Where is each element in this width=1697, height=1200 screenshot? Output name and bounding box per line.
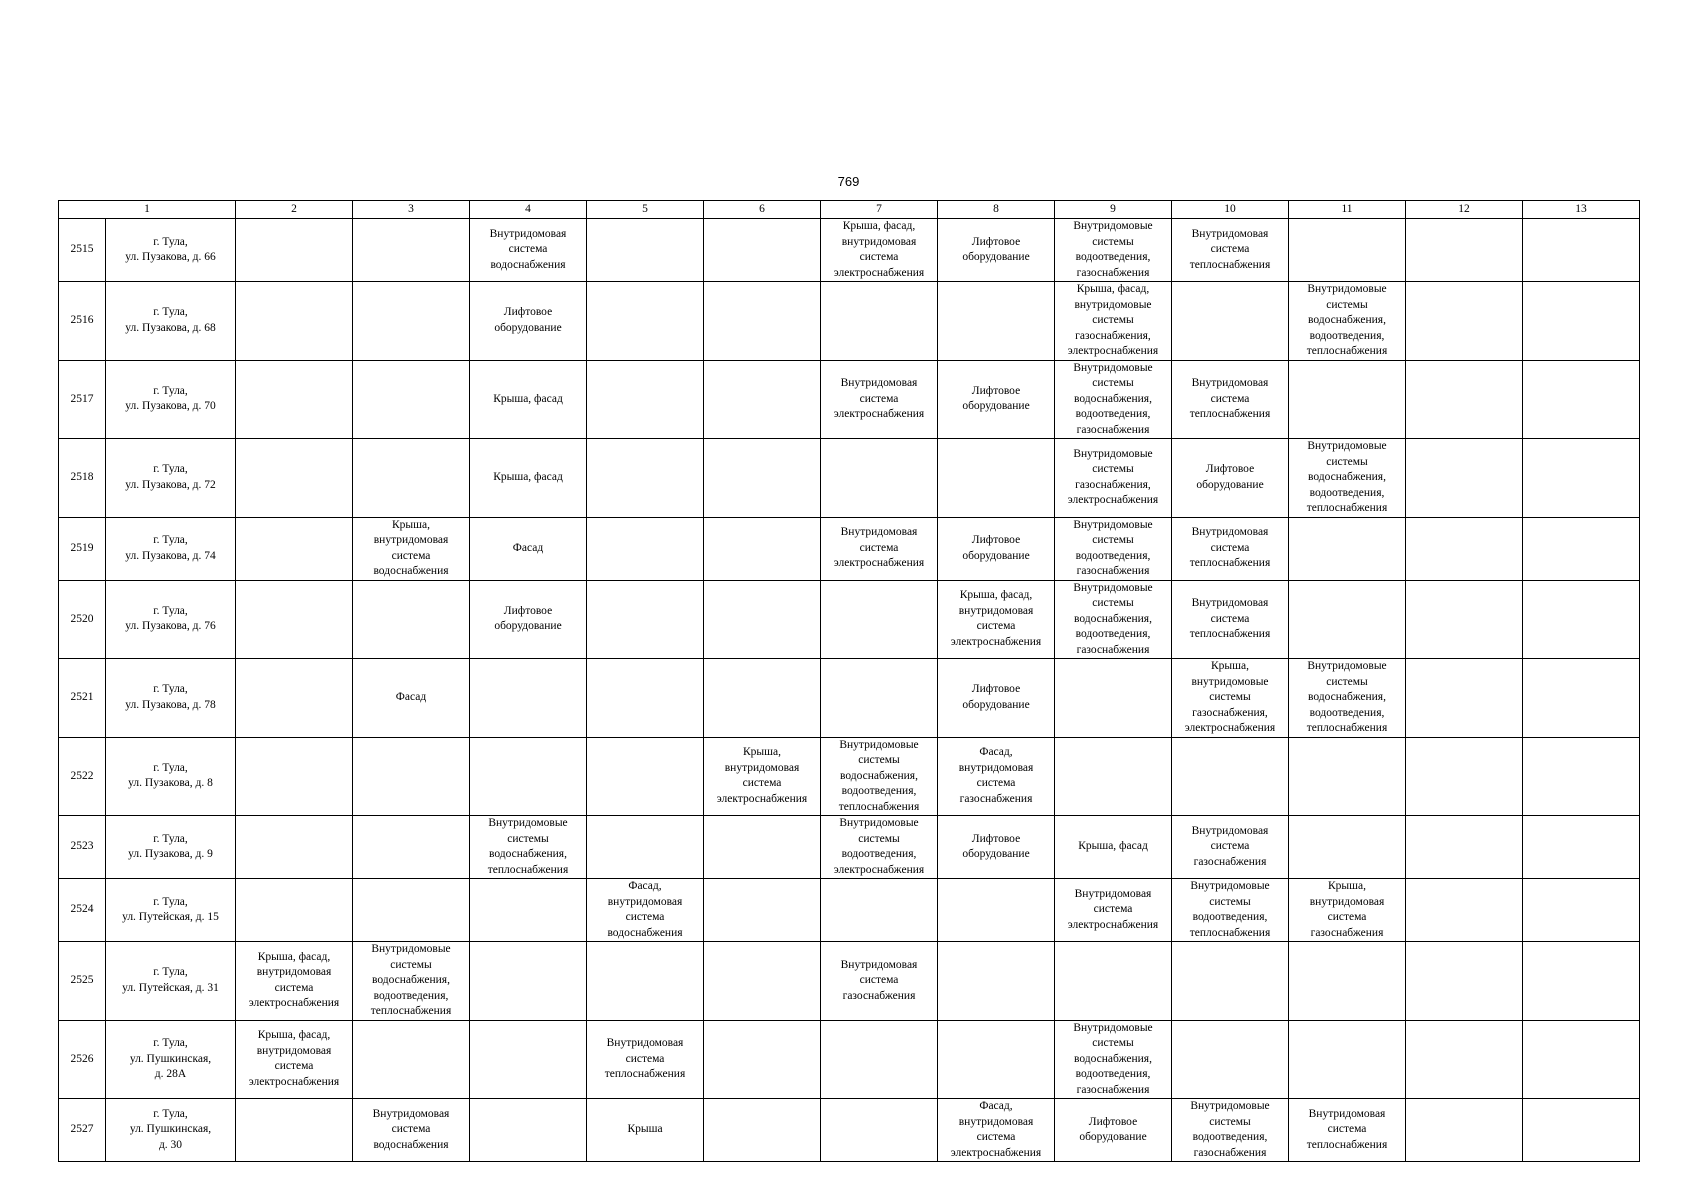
work-cell-col-5 (587, 816, 704, 879)
address-cell: г. Тула, ул. Пузакова, д. 68 (106, 282, 236, 361)
row-number-cell: 2516 (59, 282, 106, 361)
address-cell: г. Тула, ул. Пузакова, д. 72 (106, 439, 236, 518)
work-cell-col-10: Лифтовое оборудование (1172, 439, 1289, 518)
work-cell-col-10 (1172, 737, 1289, 816)
work-cell-col-8: Лифтовое оборудование (938, 360, 1055, 439)
work-cell-col-11 (1289, 942, 1406, 1021)
work-cell-col-9: Внутридомовая система электроснабжения (1055, 879, 1172, 942)
work-cell-col-7 (821, 659, 938, 738)
work-cell-col-10: Внутридомовая система теплоснабжения (1172, 580, 1289, 659)
work-cell-col-12 (1406, 580, 1523, 659)
work-cell-col-7: Внутридомовые системы водоотведения, электроснабжения (821, 816, 938, 879)
work-cell-col-13 (1523, 219, 1640, 282)
column-header-11: 11 (1289, 201, 1406, 219)
work-cell-col-5: Крыша (587, 1099, 704, 1162)
work-cell-col-8: Лифтовое оборудование (938, 219, 1055, 282)
work-cell-col-2 (236, 816, 353, 879)
table-row (59, 879, 1640, 942)
work-cell-col-8 (938, 439, 1055, 518)
address-cell: г. Тула, ул. Пушкинская, д. 30 (106, 1099, 236, 1162)
work-cell-col-6 (704, 439, 821, 518)
work-cell-col-12 (1406, 360, 1523, 439)
work-cell-col-2 (236, 439, 353, 518)
address-cell: г. Тула, ул. Пузакова, д. 78 (106, 659, 236, 738)
table-row (59, 659, 1640, 738)
work-cell-col-6 (704, 517, 821, 580)
work-cell-col-4: Внутридомовые системы водоснабжения, теплоснабжения (470, 816, 587, 879)
column-header-13: 13 (1523, 201, 1640, 219)
work-cell-col-6 (704, 659, 821, 738)
column-header-6: 6 (704, 201, 821, 219)
address-cell: г. Тула, ул. Пузакова, д. 8 (106, 737, 236, 816)
work-cell-col-13 (1523, 659, 1640, 738)
work-cell-col-7 (821, 1099, 938, 1162)
work-cell-col-3: Фасад (353, 659, 470, 738)
work-cell-col-5 (587, 942, 704, 1021)
work-cell-col-3 (353, 439, 470, 518)
work-cell-col-4: Крыша, фасад (470, 360, 587, 439)
work-cell-col-13 (1523, 439, 1640, 518)
table-row (59, 1099, 1640, 1162)
work-cell-col-6 (704, 1020, 821, 1099)
column-header-1: 1 (59, 201, 236, 219)
work-cell-col-2 (236, 517, 353, 580)
work-cell-col-3 (353, 816, 470, 879)
work-cell-col-7: Внутридомовая система электроснабжения (821, 517, 938, 580)
work-cell-col-5 (587, 580, 704, 659)
work-cell-col-10: Внутридомовая система теплоснабжения (1172, 360, 1289, 439)
work-cell-col-11 (1289, 360, 1406, 439)
work-cell-col-10 (1172, 1020, 1289, 1099)
work-cell-col-6 (704, 219, 821, 282)
work-cell-col-12 (1406, 737, 1523, 816)
work-cell-col-13 (1523, 580, 1640, 659)
work-cell-col-7 (821, 282, 938, 361)
work-cell-col-11 (1289, 737, 1406, 816)
work-cell-col-11: Внутридомовые системы водоснабжения, водоотведения, теплоснабжения (1289, 439, 1406, 518)
work-cell-col-11 (1289, 580, 1406, 659)
work-cell-col-9: Крыша, фасад, внутридомовые системы газоснабжения, электроснабжения (1055, 282, 1172, 361)
work-cell-col-8: Фасад, внутридомовая система электроснабжения (938, 1099, 1055, 1162)
work-cell-col-7: Крыша, фасад, внутридомовая система электроснабжения (821, 219, 938, 282)
row-number-cell: 2521 (59, 659, 106, 738)
work-cell-col-4 (470, 659, 587, 738)
work-cell-col-7: Внутридомовая система электроснабжения (821, 360, 938, 439)
work-cell-col-8: Крыша, фасад, внутридомовая система электроснабжения (938, 580, 1055, 659)
work-cell-col-13 (1523, 942, 1640, 1021)
work-cell-col-3 (353, 737, 470, 816)
work-cell-col-7 (821, 879, 938, 942)
work-cell-col-8: Лифтовое оборудование (938, 659, 1055, 738)
work-cell-col-3 (353, 360, 470, 439)
work-cell-col-9: Внутридомовые системы водоотведения, газоснабжения (1055, 517, 1172, 580)
address-cell: г. Тула, ул. Пузакова, д. 66 (106, 219, 236, 282)
address-cell: г. Тула, ул. Пушкинская, д. 28А (106, 1020, 236, 1099)
work-cell-col-3: Крыша, внутридомовая система водоснабжения (353, 517, 470, 580)
row-number-cell: 2524 (59, 879, 106, 942)
work-cell-col-10: Внутридомовые системы водоотведения, газоснабжения (1172, 1099, 1289, 1162)
work-cell-col-6 (704, 580, 821, 659)
work-cell-col-11 (1289, 816, 1406, 879)
column-header-12: 12 (1406, 201, 1523, 219)
work-cell-col-12 (1406, 879, 1523, 942)
work-cell-col-12 (1406, 1020, 1523, 1099)
row-number-cell: 2519 (59, 517, 106, 580)
work-cell-col-10 (1172, 942, 1289, 1021)
work-cell-col-3 (353, 1020, 470, 1099)
work-cell-col-2 (236, 1099, 353, 1162)
work-cell-col-4 (470, 879, 587, 942)
work-cell-col-13 (1523, 282, 1640, 361)
table-row (59, 1020, 1640, 1099)
work-cell-col-10: Крыша, внутридомовые системы газоснабжения, электроснабжения (1172, 659, 1289, 738)
work-cell-col-9: Внутридомовые системы водоснабжения, водоотведения, газоснабжения (1055, 580, 1172, 659)
work-cell-col-8: Лифтовое оборудование (938, 517, 1055, 580)
work-cell-col-2 (236, 360, 353, 439)
work-cell-col-8 (938, 942, 1055, 1021)
work-cell-col-6 (704, 942, 821, 1021)
work-cell-col-8: Лифтовое оборудование (938, 816, 1055, 879)
work-cell-col-9 (1055, 659, 1172, 738)
work-cell-col-3 (353, 879, 470, 942)
work-cell-col-6 (704, 879, 821, 942)
work-cell-col-2 (236, 659, 353, 738)
work-cell-col-6 (704, 282, 821, 361)
work-cell-col-12 (1406, 659, 1523, 738)
work-cell-col-10 (1172, 282, 1289, 361)
table-row (59, 737, 1640, 816)
row-number-cell: 2523 (59, 816, 106, 879)
column-number-header-row (59, 201, 1640, 219)
work-cell-col-12 (1406, 282, 1523, 361)
work-cell-col-4: Фасад (470, 517, 587, 580)
work-cell-col-7: Внутридомовые системы водоснабжения, водоотведения, теплоснабжения (821, 737, 938, 816)
work-cell-col-13 (1523, 816, 1640, 879)
work-cell-col-5 (587, 517, 704, 580)
column-header-5: 5 (587, 201, 704, 219)
column-header-2: 2 (236, 201, 353, 219)
row-number-cell: 2525 (59, 942, 106, 1021)
work-cell-col-9 (1055, 737, 1172, 816)
row-number-cell: 2520 (59, 580, 106, 659)
table-row (59, 816, 1640, 879)
work-cell-col-4 (470, 1020, 587, 1099)
work-cell-col-12 (1406, 219, 1523, 282)
table-row (59, 360, 1640, 439)
work-cell-col-8 (938, 282, 1055, 361)
work-cell-col-4 (470, 737, 587, 816)
column-header-10: 10 (1172, 201, 1289, 219)
work-cell-col-5: Фасад, внутридомовая система водоснабжения (587, 879, 704, 942)
work-cell-col-7 (821, 580, 938, 659)
column-header-7: 7 (821, 201, 938, 219)
work-cell-col-12 (1406, 816, 1523, 879)
work-cell-col-13 (1523, 360, 1640, 439)
table-row (59, 282, 1640, 361)
work-cell-col-13 (1523, 737, 1640, 816)
work-cell-col-11: Внутридомовые системы водоснабжения, водоотведения, теплоснабжения (1289, 659, 1406, 738)
work-cell-col-8 (938, 1020, 1055, 1099)
column-header-8: 8 (938, 201, 1055, 219)
row-number-cell: 2526 (59, 1020, 106, 1099)
work-cell-col-3 (353, 282, 470, 361)
work-cell-col-5 (587, 659, 704, 738)
work-cell-col-3 (353, 219, 470, 282)
work-cell-col-4: Внутридомовая система водоснабжения (470, 219, 587, 282)
work-cell-col-5 (587, 282, 704, 361)
work-cell-col-4: Крыша, фасад (470, 439, 587, 518)
work-cell-col-11 (1289, 517, 1406, 580)
work-cell-col-9: Внутридомовые системы водоснабжения, водоотведения, газоснабжения (1055, 360, 1172, 439)
work-cell-col-8 (938, 879, 1055, 942)
work-cell-col-2 (236, 879, 353, 942)
work-cell-col-3 (353, 580, 470, 659)
work-cell-col-3: Внутридомовые системы водоснабжения, водоотведения, теплоснабжения (353, 942, 470, 1021)
table-row (59, 517, 1640, 580)
work-cell-col-11: Крыша, внутридомовая система газоснабжения (1289, 879, 1406, 942)
work-cell-col-9: Лифтовое оборудование (1055, 1099, 1172, 1162)
work-cell-col-5 (587, 360, 704, 439)
work-cell-col-6: Крыша, внутридомовая система электроснабжения (704, 737, 821, 816)
column-header-4: 4 (470, 201, 587, 219)
work-cell-col-12 (1406, 517, 1523, 580)
work-cell-col-12 (1406, 942, 1523, 1021)
work-cell-col-11 (1289, 1020, 1406, 1099)
address-cell: г. Тула, ул. Путейская, д. 15 (106, 879, 236, 942)
work-cell-col-7 (821, 1020, 938, 1099)
address-cell: г. Тула, ул. Пузакова, д. 9 (106, 816, 236, 879)
row-number-cell: 2522 (59, 737, 106, 816)
work-cell-col-12 (1406, 439, 1523, 518)
work-cell-col-13 (1523, 879, 1640, 942)
work-cell-col-4: Лифтовое оборудование (470, 282, 587, 361)
work-cell-col-7 (821, 439, 938, 518)
work-cell-col-11 (1289, 219, 1406, 282)
address-cell: г. Тула, ул. Пузакова, д. 76 (106, 580, 236, 659)
work-cell-col-12 (1406, 1099, 1523, 1162)
work-cell-col-13 (1523, 1020, 1640, 1099)
table-row (59, 219, 1640, 282)
work-cell-col-9: Внутридомовые системы водоотведения, газоснабжения (1055, 219, 1172, 282)
row-number-cell: 2527 (59, 1099, 106, 1162)
row-number-cell: 2518 (59, 439, 106, 518)
address-cell: г. Тула, ул. Пузакова, д. 74 (106, 517, 236, 580)
work-cell-col-10: Внутридомовые системы водоотведения, теплоснабжения (1172, 879, 1289, 942)
row-number-cell: 2517 (59, 360, 106, 439)
table-row (59, 580, 1640, 659)
work-cell-col-11: Внутридомовые системы водоснабжения, водоотведения, теплоснабжения (1289, 282, 1406, 361)
table-row (59, 942, 1640, 1021)
work-cell-col-5: Внутридомовая система теплоснабжения (587, 1020, 704, 1099)
column-header-9: 9 (1055, 201, 1172, 219)
work-cell-col-8: Фасад, внутридомовая система газоснабжения (938, 737, 1055, 816)
work-cell-col-4 (470, 942, 587, 1021)
work-cell-col-7: Внутридомовая система газоснабжения (821, 942, 938, 1021)
work-cell-col-13 (1523, 1099, 1640, 1162)
work-cell-col-6 (704, 360, 821, 439)
work-cell-col-2: Крыша, фасад, внутридомовая система электроснабжения (236, 942, 353, 1021)
column-header-3: 3 (353, 201, 470, 219)
repair-schedule-table (58, 200, 1640, 1162)
row-number-cell: 2515 (59, 219, 106, 282)
table-row (59, 439, 1640, 518)
work-cell-col-9: Внутридомовые системы водоснабжения, водоотведения, газоснабжения (1055, 1020, 1172, 1099)
work-cell-col-3: Внутридомовая система водоснабжения (353, 1099, 470, 1162)
work-cell-col-2 (236, 737, 353, 816)
work-cell-col-2 (236, 219, 353, 282)
work-cell-col-10: Внутридомовая система теплоснабжения (1172, 517, 1289, 580)
work-cell-col-2: Крыша, фасад, внутридомовая система электроснабжения (236, 1020, 353, 1099)
address-cell: г. Тула, ул. Пузакова, д. 70 (106, 360, 236, 439)
work-cell-col-11: Внутридомовая система теплоснабжения (1289, 1099, 1406, 1162)
work-cell-col-5 (587, 439, 704, 518)
work-cell-col-2 (236, 282, 353, 361)
page-number: 769 (837, 174, 860, 189)
address-cell: г. Тула, ул. Путейская, д. 31 (106, 942, 236, 1021)
work-cell-col-9: Крыша, фасад (1055, 816, 1172, 879)
work-cell-col-10: Внутридомовая система теплоснабжения (1172, 219, 1289, 282)
work-cell-col-13 (1523, 517, 1640, 580)
work-cell-col-9: Внутридомовые системы газоснабжения, электроснабжения (1055, 439, 1172, 518)
work-cell-col-4 (470, 1099, 587, 1162)
work-cell-col-2 (236, 580, 353, 659)
work-cell-col-5 (587, 219, 704, 282)
work-cell-col-9 (1055, 942, 1172, 1021)
work-cell-col-4: Лифтовое оборудование (470, 580, 587, 659)
work-cell-col-6 (704, 816, 821, 879)
work-cell-col-6 (704, 1099, 821, 1162)
work-cell-col-10: Внутридомовая система газоснабжения (1172, 816, 1289, 879)
work-cell-col-5 (587, 737, 704, 816)
